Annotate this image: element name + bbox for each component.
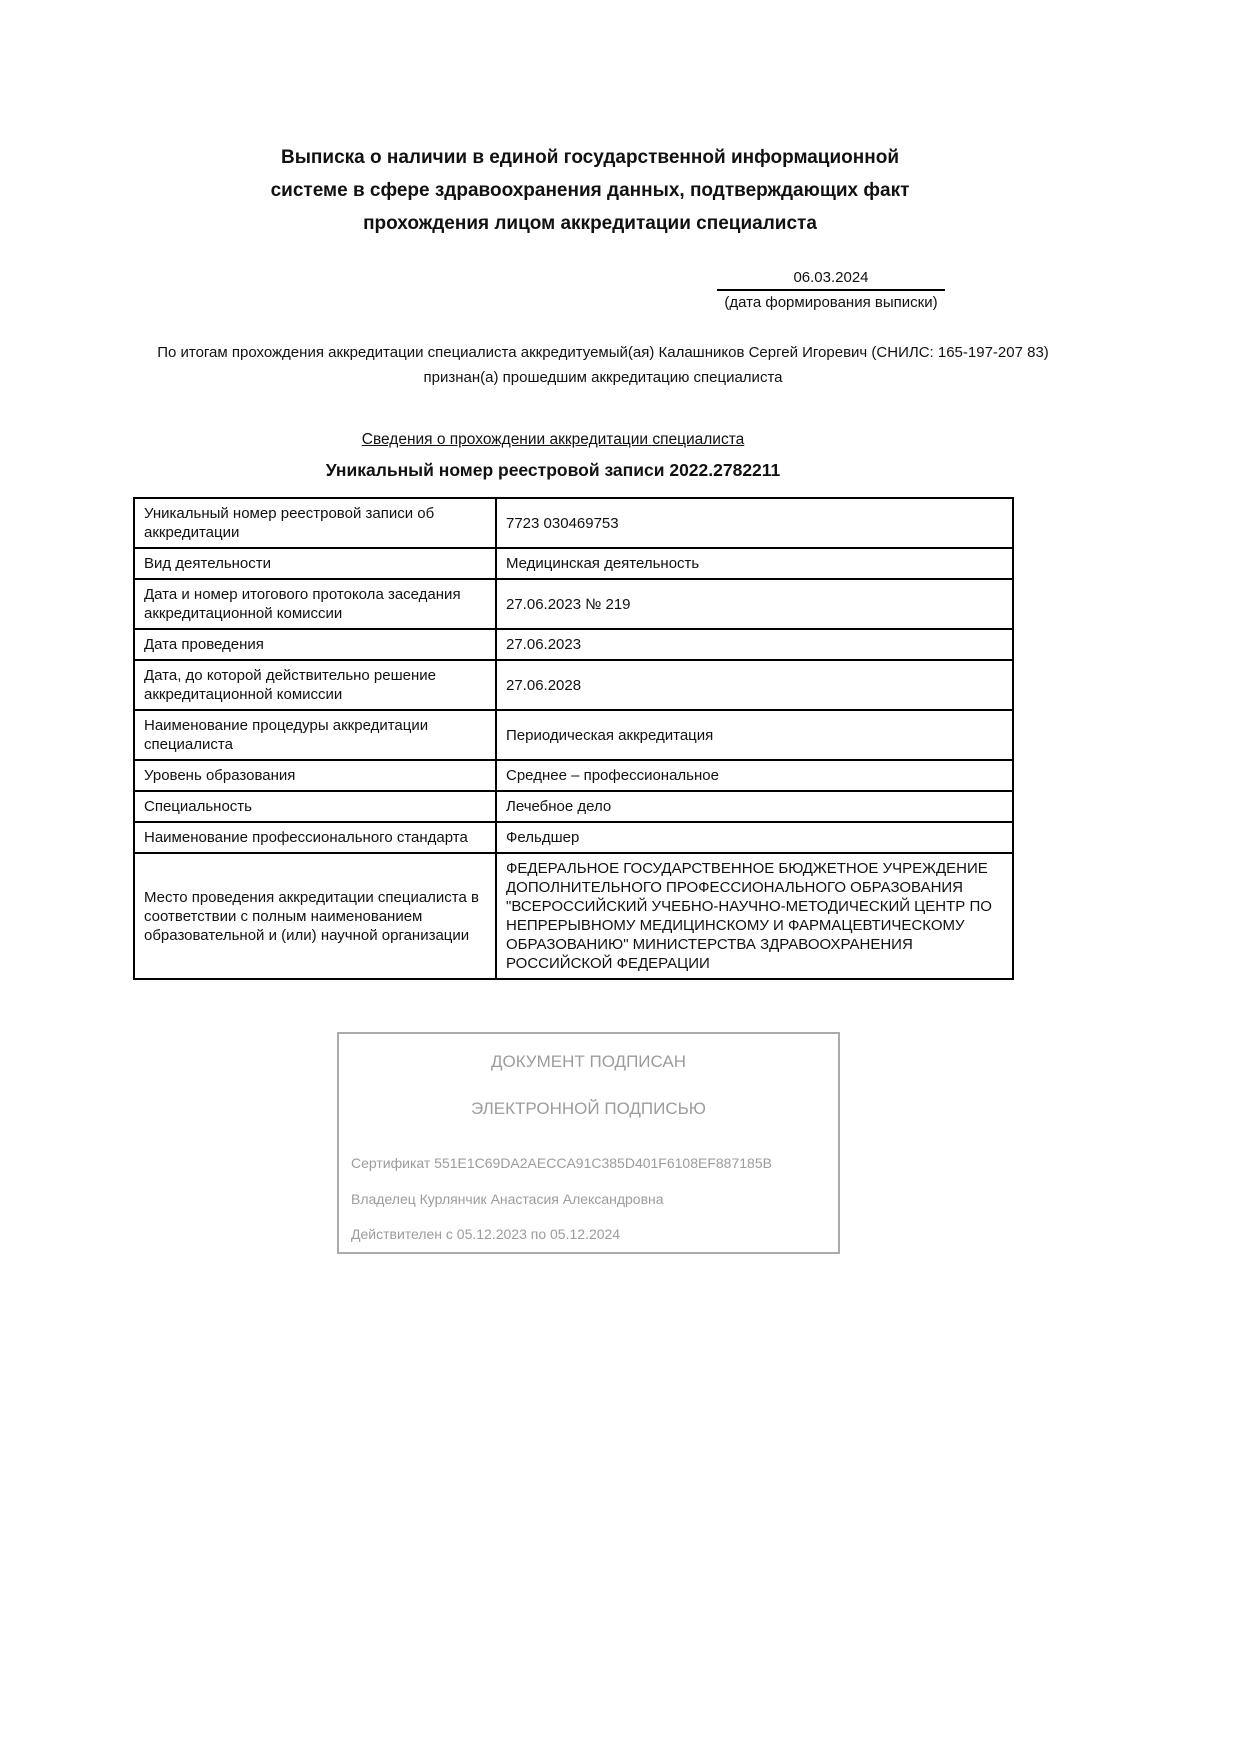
signature-owner: Владелец Курлянчик Анастасия Александровна (351, 1191, 664, 1207)
extract-date-caption: (дата формирования выписки) (724, 294, 938, 311)
row-value: 7723 030469753 (496, 498, 1013, 548)
row-label: Дата проведения (134, 629, 496, 660)
row-label: Наименование процедуры аккредитации специалиста (134, 710, 496, 760)
row-value: Лечебное дело (496, 791, 1013, 822)
row-value: Фельдшер (496, 822, 1013, 853)
table-row (134, 853, 1013, 979)
signature-title-line-2: ЭЛЕКТРОННОЙ ПОДПИСЬЮ (471, 1099, 706, 1118)
extract-date: 06.03.2024 (717, 269, 945, 291)
signature-title-line-1: ДОКУМЕНТ ПОДПИСАН (490, 1052, 687, 1071)
signature-validity: Действителен с 05.12.2023 по 05.12.2024 (351, 1226, 621, 1242)
signature-certificate: Сертификат 551E1C69DA2AECCA91C385D401F6108EF887185B (351, 1155, 772, 1171)
table-row (134, 629, 1013, 660)
row-label: Наименование профессионального стандарта (134, 822, 496, 853)
row-label: Вид деятельности (134, 548, 496, 579)
row-label: Место проведения аккредитации специалиста в соответствии с полным наименованием образовательной и (или) научной организации (134, 853, 496, 979)
table-row (134, 498, 1013, 548)
intro-line-2: признан(а) прошедшим аккредитацию специалиста (423, 369, 783, 386)
table-row (134, 660, 1013, 710)
row-value: ФЕДЕРАЛЬНОЕ ГОСУДАРСТВЕННОЕ БЮДЖЕТНОЕ УЧРЕЖДЕНИЕ ДОПОЛНИТЕЛЬНОГО ПРОФЕССИОНАЛЬНОГО ОБРАЗОВАНИЯ "ВСЕРОССИЙСКИЙ УЧЕБНО-НАУЧНО-МЕТОДИЧЕСКИЙ ЦЕНТР ПО НЕПРЕРЫВНОМУ МЕДИЦИНСКОМУ И ФАРМАЦЕВТИЧЕСКОМУ ОБРАЗОВАНИЮ" МИНИСТЕРСТВА ЗДРАВООХРАНЕНИЯ РОССИЙСКОЙ ФЕДЕРАЦИИ (496, 853, 1013, 979)
table-row (134, 791, 1013, 822)
intro-paragraph (0, 340, 1206, 390)
row-value: 27.06.2023 № 219 (496, 579, 1013, 629)
table-row (134, 760, 1013, 791)
intro-line-1: По итогам прохождения аккредитации специалиста аккредитуемый(ая) Калашников Сергей Игоревич (СНИЛС: 165-197-207 83) (157, 344, 1049, 361)
signature-stamp (337, 1032, 840, 1254)
row-value: Среднее – профессиональное (496, 760, 1013, 791)
row-value: Периодическая аккредитация (496, 710, 1013, 760)
row-value: 27.06.2023 (496, 629, 1013, 660)
table-row (134, 548, 1013, 579)
accreditation-table-body (134, 498, 1013, 979)
extract-date-block (717, 269, 945, 311)
title-line-2: системе в сфере здравоохранения данных, подтверждающих факт (270, 180, 910, 201)
document-title (30, 141, 1150, 240)
row-value: Медицинская деятельность (496, 548, 1013, 579)
table-row (134, 579, 1013, 629)
table-row (134, 822, 1013, 853)
row-value: 27.06.2028 (496, 660, 1013, 710)
row-label: Специальность (134, 791, 496, 822)
row-label: Дата, до которой действительно решение аккредитационной комиссии (134, 660, 496, 710)
table-row (134, 710, 1013, 760)
title-line-3: прохождения лицом аккредитации специалиста (363, 213, 817, 234)
row-label: Уровень образования (134, 760, 496, 791)
row-label: Дата и номер итогового протокола заседания аккредитационной комиссии (134, 579, 496, 629)
accreditation-table (133, 497, 1014, 980)
registry-number-heading: Уникальный номер реестровой записи 2022.2782211 (325, 460, 781, 480)
title-line-1: Выписка о наличии в единой государственной информационной (280, 147, 900, 168)
row-label: Уникальный номер реестровой записи об аккредитации (134, 498, 496, 548)
section-heading: Сведения о прохождении аккредитации специалиста (361, 431, 745, 448)
